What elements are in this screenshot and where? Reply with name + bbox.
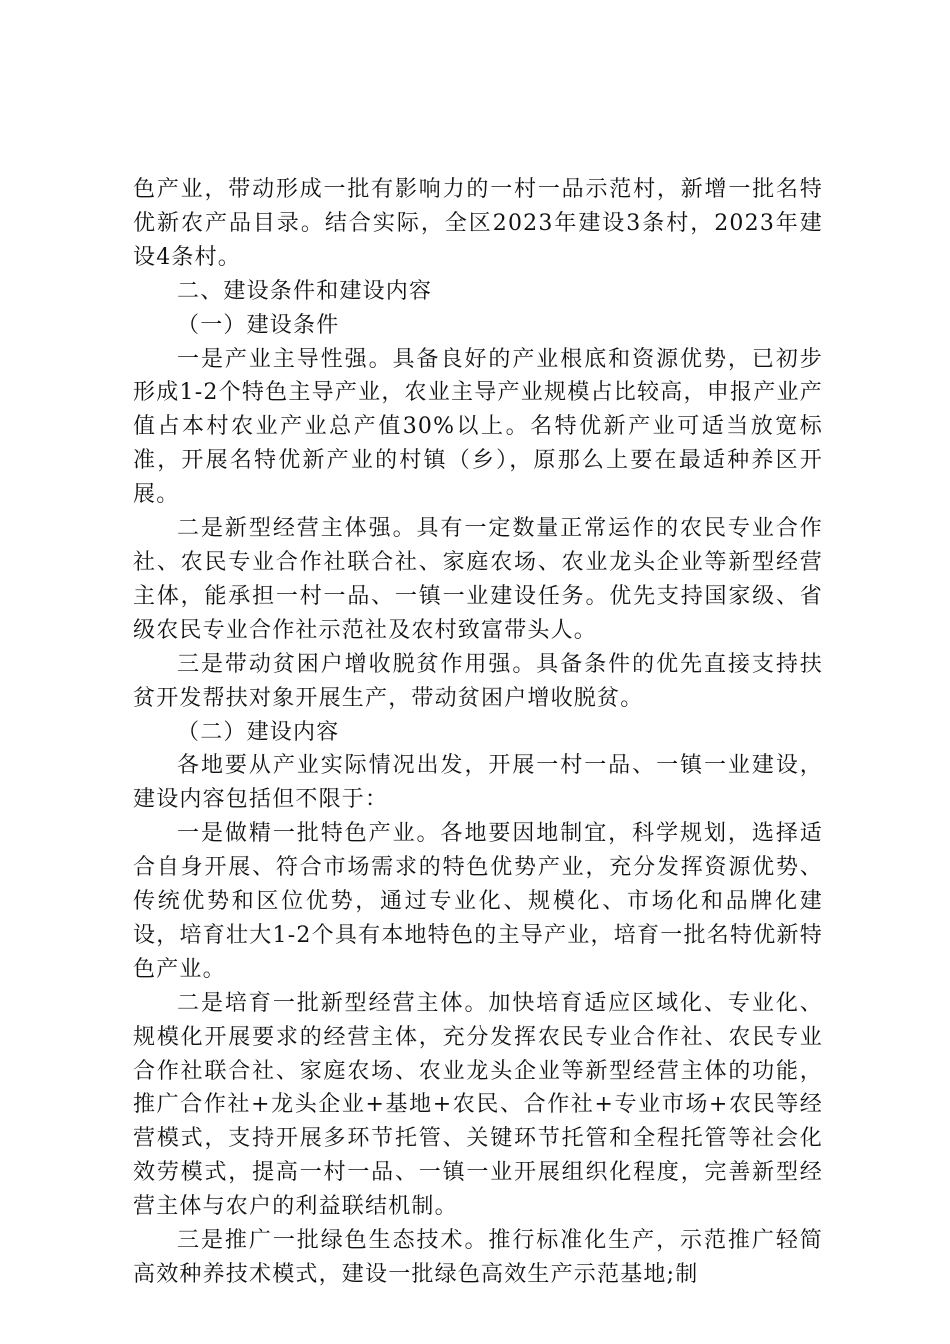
subsection-heading-2: （二）建设内容	[177, 719, 340, 745]
paragraph-condition-2: 二是新型经营主体强。具有一定数量正常运作的农民专业合作社、农民专业合作社联合社、家庭农场、农业龙头企业等新型经营主体，能承担一村一品、一镇一业建设任务。优先支持国家级、省级农民专业合作社示范社及农村致富带头人。	[133, 516, 823, 643]
subsection-heading-1: （一）建设条件	[177, 312, 340, 338]
paragraph-content-2: 二是培育一批新型经营主体。加快培育适应区域化、专业化、规模化开展要求的经营主体，充分发挥农民专业合作社、农民专业合作社联合社、家庭农场、农业龙头企业等新型经营主体的功能，推广合作社+龙头企业+基地+农民、合作社+专业市场+农民等经营模式，支持开展多环节托管、关键环节托管和全程托管等社会化效劳模式，提高一村一品、一镇一业开展组织化程度，完善新型经营主体与农户的利益联结机制。	[133, 990, 823, 1220]
paragraph-content-3: 三是推广一批绿色生态技术。推行标准化生产，示范推广轻简高效种养技术模式，建设一批绿色高效生产示范基地;制	[133, 1228, 823, 1287]
paragraph-continuation: 色产业，带动形成一批有影响力的一村一品示范村，新增一批名特优新农产品目录。结合实际，全区2023年建设3条村，2023年建设4条村。	[133, 177, 823, 270]
paragraph-content-1: 一是做精一批特色产业。各地要因地制宜，科学规划，选择适合自身开展、符合市场需求的特色优势产业，充分发挥资源优势、传统优势和区位优势，通过专业化、规模化、市场化和品牌化建设，培育壮大1-2个具有本地特色的主导产业，培育一批名特优新特色产业。	[133, 821, 823, 982]
paragraph-condition-1: 一是产业主导性强。具备良好的产业根底和资源优势，已初步形成1-2个特色主导产业，农业主导产业规模占比较高，申报产业产值占本村农业产业总产值30%以上。名特优新产业可适当放宽标准，开展名特优新产业的村镇（乡），原那么上要在最适种养区开展。	[133, 346, 823, 508]
section-heading-2: 二、建设条件和建设内容	[177, 278, 433, 304]
document-body	[133, 173, 823, 1292]
paragraph-condition-3: 三是带动贫困户增收脱贫作用强。具备条件的优先直接支持扶贫开发帮扶对象开展生产，带动贫困户增收脱贫。	[133, 651, 823, 711]
paragraph-content-intro: 各地要从产业实际情况出发，开展一村一品、一镇一业建设，建设内容包括但不限于：	[133, 753, 823, 813]
